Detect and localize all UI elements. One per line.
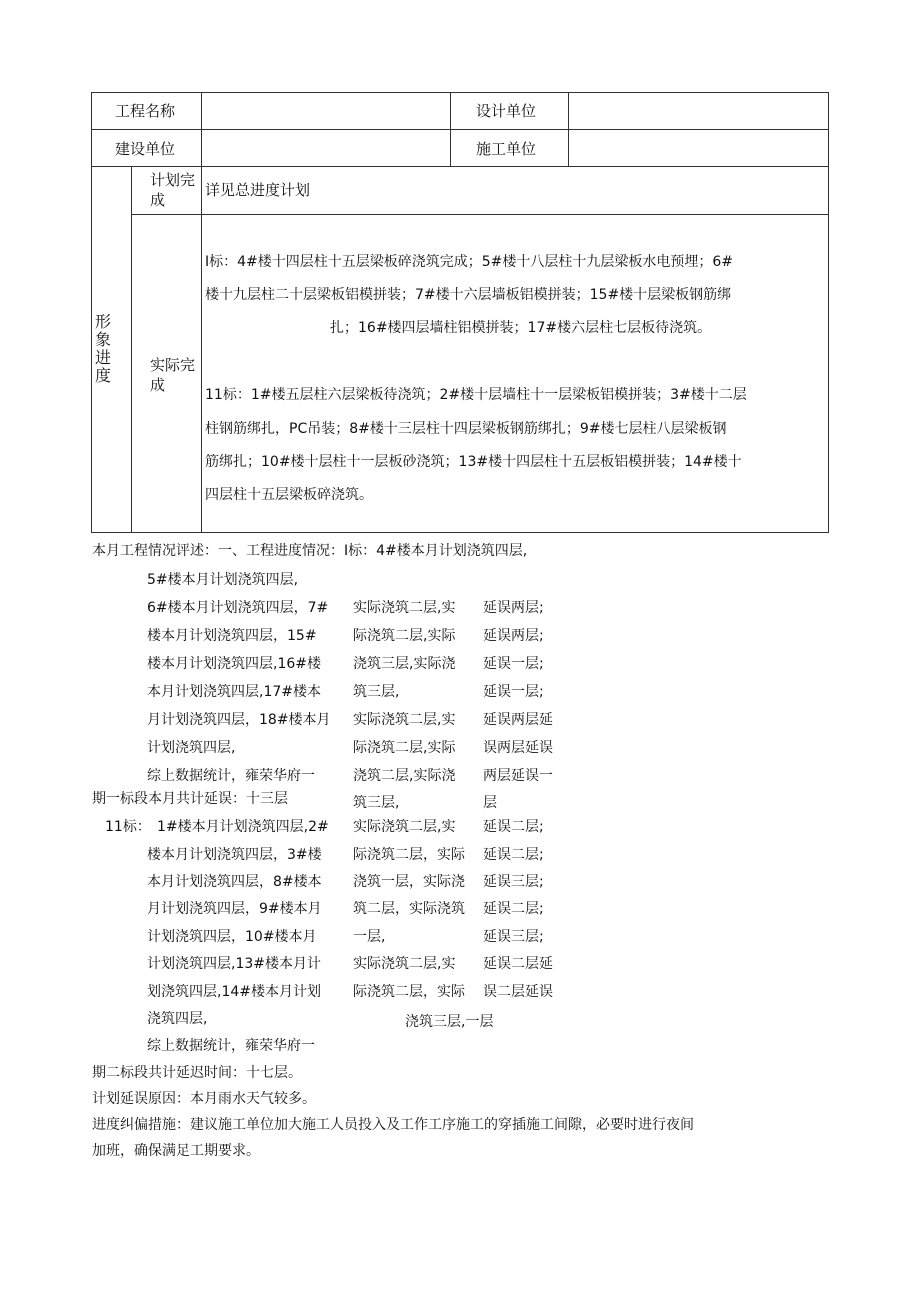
s2-col2-line: 实际浇筑二层,实 — [353, 956, 456, 972]
s2-col1-line: 月计划浇筑四层，9#楼本月 — [147, 901, 322, 917]
actual-para-1-line: 扎；16#楼四层墙柱铝模拼装；17#楼六层柱七层板待浇筑。 — [330, 320, 712, 336]
s2-col1-line: 计划浇筑四层,13#楼本月计 — [147, 956, 321, 972]
progress-label-char: 形 — [94, 312, 111, 331]
s2-col3-line: 延误二层; — [483, 847, 544, 863]
s1-col2-line: 实际浇筑二层,实 — [353, 712, 456, 728]
s1-col1-line: 月计划浇筑四层，18#楼本月 — [147, 712, 331, 728]
s1-col3-line: 延误两层延 — [483, 712, 553, 728]
construction-unit-label: 建设单位 — [115, 140, 176, 158]
design-unit-label: 设计单位 — [476, 102, 537, 120]
construction-unit-value[interactable] — [206, 133, 446, 163]
s2-label: 11标： — [105, 819, 151, 835]
measures-line: 进度纠偏措施：建议施工单位加大施工人员投入及工作工序施工的穿插施工间隙，必要时进行夜间 — [92, 1117, 694, 1133]
project-name-label: 工程名称 — [115, 102, 176, 120]
planned-text: 详见总进度计划 — [205, 181, 311, 199]
actual-label-line: 实际完 — [150, 356, 196, 374]
actual-para-2-line: 柱钢筋绑扎，PC吊装；8#楼十三层柱十四层梁板钢筋绑扎；9#楼七层柱八层梁板钢 — [205, 421, 727, 437]
s1-col2-line: 浇筑二层,实际浇 — [353, 768, 456, 784]
table-border-right — [828, 92, 829, 533]
table-col-rule — [450, 92, 451, 167]
s2-col1-line: 计划浇筑四层，10#楼本月 — [147, 929, 317, 945]
s2-summary: 期二标段共计延迟时间：十七层。 — [92, 1065, 302, 1081]
s1-col1-line: 计划浇筑四层, — [147, 740, 236, 756]
builder-label: 施工单位 — [476, 140, 537, 158]
measures-line: 加班，确保满足工期要求。 — [92, 1143, 260, 1159]
progress-label-char: 进 — [94, 348, 111, 367]
s2-col3-line: 延误三层; — [483, 929, 544, 945]
s2-col1-line: 划浇筑四层,14#楼本月计划 — [147, 984, 321, 1000]
s2-col2-line: 浇筑一层，实际浇 — [353, 874, 465, 890]
actual-para-2-line: 四层柱十五层梁板碎浇筑。 — [205, 487, 373, 503]
progress-label-char: 度 — [94, 366, 111, 385]
s1-col3-line: 层 — [483, 795, 497, 811]
s1-col1-line: 本月计划浇筑四层,17#楼本 — [147, 684, 321, 700]
planned-label-line: 计划完 — [150, 171, 196, 189]
s2-col1-line: 本月计划浇筑四层，8#楼本 — [147, 874, 322, 890]
s1-col2-line: 浇筑三层,实际浇 — [353, 656, 456, 672]
s2-col2-line: 实际浇筑二层,实 — [353, 819, 456, 835]
s1-col1-line: 楼本月计划浇筑四层，15# — [147, 628, 317, 644]
s1-col2-line: 筑三层, — [353, 795, 400, 811]
actual-para-2-line: 筋绑扎；10#楼十层柱十一层板砂浇筑；13#楼十四层柱十五层板铝模拼装；14#楼十 — [205, 454, 742, 470]
s1-col3-line: 两层延误一 — [483, 768, 553, 784]
s1-col2-line: 际浇筑二层,实际 — [353, 740, 456, 756]
table-col-rule — [131, 166, 132, 533]
s2-col3-line: 延误三层; — [483, 874, 544, 890]
s2-col1-line: 浇筑四层, — [147, 1011, 208, 1027]
s1-col3-line: 延误一层; — [483, 656, 544, 672]
s2-col1-line: 综上数据统计，雍荣华府一 — [147, 1038, 315, 1054]
s1-col2-line: 筑三层, — [353, 684, 400, 700]
s1-summary: 期一标段本月共计延误：十三层 — [92, 791, 288, 807]
s2-col1-line: 楼本月计划浇筑四层，3#楼 — [147, 847, 322, 863]
table-col-rule — [568, 92, 569, 167]
s1-col2-line: 实际浇筑二层,实 — [353, 600, 456, 616]
s2-col2-line: 一层, — [353, 929, 386, 945]
s1-col3-line: 误两层延误 — [483, 740, 553, 756]
actual-para-2-line: 11标：1#楼五层柱六层梁板待浇筑；2#楼十层墙柱十一层梁板铝模拼装；3#楼十二层 — [205, 387, 747, 403]
s1-col3-line: 延误一层; — [483, 684, 544, 700]
s1-col1-line: 6#楼本月计划浇筑四层，7# — [147, 600, 329, 616]
s1-col3-line: 延误两层; — [483, 628, 544, 644]
table-rule — [131, 214, 829, 215]
s2-col2-line: 筑二层，实际浇筑 — [353, 901, 465, 917]
s2-col2-line: 际浇筑二层，实际 — [353, 984, 465, 1000]
s2-col3-line: 延误二层; — [483, 901, 544, 917]
progress-label-char: 象 — [94, 330, 111, 349]
s2-col2-line: 浇筑三层,一层 — [405, 1014, 494, 1030]
s2-col3-line: 误二层延误 — [483, 984, 553, 1000]
s1-col1-line: 楼本月计划浇筑四层,16#楼 — [147, 656, 321, 672]
actual-para-1-line: Ⅰ标：4#楼十四层柱十五层梁板碎浇筑完成；5#楼十八层柱十九层梁板水电预埋；6# — [205, 254, 734, 270]
delay-reason: 计划延误原因：本月雨水天气较多。 — [92, 1091, 316, 1107]
progress-label — [94, 313, 112, 385]
s1-col1-line: 5#楼本月计划浇筑四层, — [147, 572, 299, 588]
actual-label — [150, 355, 195, 395]
builder-value[interactable] — [572, 133, 824, 163]
s2-col3-line: 延误二层延 — [483, 956, 553, 972]
planned-label-line: 成 — [150, 191, 166, 209]
actual-para-1-line: 楼十九层柱二十层梁板铝模拼装；7#楼十六层墙板铝模拼装；15#楼十层梁板钢筋绑 — [205, 287, 732, 303]
table-col-rule — [201, 92, 202, 533]
actual-label-line: 成 — [150, 376, 166, 394]
planned-label — [150, 170, 195, 210]
s1-col3-line: 延误两层; — [483, 600, 544, 616]
s2-col1-line: 1#楼本月计划浇筑四层,2# — [157, 819, 329, 835]
s2-col3-line: 延误二层; — [483, 819, 544, 835]
s2-col2-line: 际浇筑二层，实际 — [353, 847, 465, 863]
design-unit-value[interactable] — [572, 96, 824, 126]
project-name-value[interactable] — [206, 96, 446, 126]
table-border-left — [91, 92, 92, 533]
report-intro: 本月工程情况评述：一、工程进度情况：Ⅰ标：4#楼本月计划浇筑四层, — [92, 543, 528, 559]
s1-col1-line: 综上数据统计，雍荣华府一 — [147, 768, 315, 784]
s1-col2-line: 际浇筑二层,实际 — [353, 628, 456, 644]
